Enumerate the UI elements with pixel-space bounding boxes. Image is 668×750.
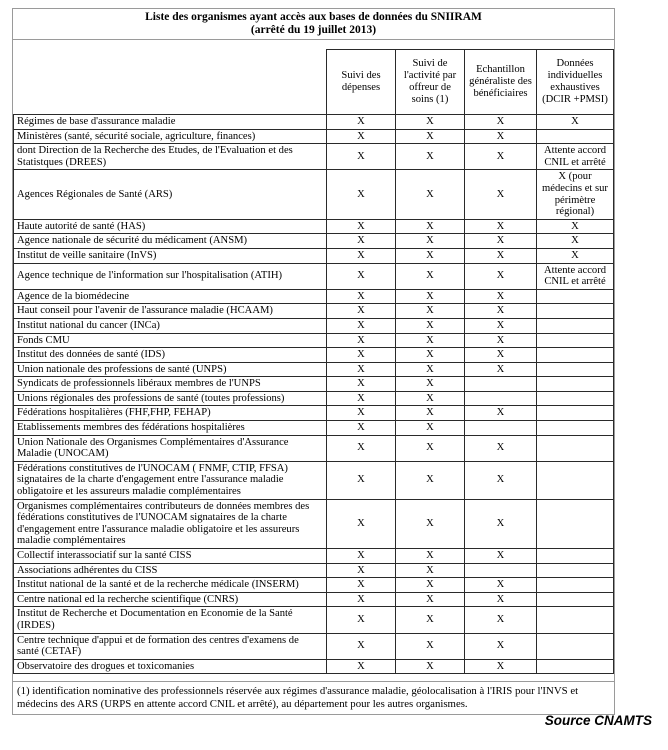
- organism-name: Haut conseil pour l'avenir de l'assurance maladie (HCAAM): [14, 304, 327, 319]
- table-row: [14, 607, 614, 633]
- access-cell: X: [396, 170, 465, 219]
- organism-name: Fédérations hospitalières (FHF,FHP, FEHAP): [14, 406, 327, 421]
- access-cell: [537, 129, 614, 144]
- table-row: [14, 435, 614, 461]
- access-cell: X: [327, 633, 396, 659]
- access-cell: X: [465, 289, 537, 304]
- access-cell: X: [327, 592, 396, 607]
- access-cell: X: [327, 248, 396, 263]
- access-cell: X: [327, 549, 396, 564]
- access-cell: [537, 289, 614, 304]
- access-cell: X: [465, 592, 537, 607]
- column-header-organism: [14, 50, 327, 115]
- column-header-donnees-individuelles: Données individuelles exhaustives (DCIR +PMSI): [537, 50, 614, 115]
- access-cell: X: [327, 563, 396, 578]
- organism-name: Union nationale des professions de santé (UNPS): [14, 362, 327, 377]
- table-row: [14, 304, 614, 319]
- organism-name: Institut de Recherche et Documentation en Economie de la Santé (IRDES): [14, 607, 327, 633]
- table-row: [14, 263, 614, 289]
- access-cell: [537, 578, 614, 593]
- access-cell: X: [537, 234, 614, 249]
- access-cell: X: [396, 391, 465, 406]
- table-row: [14, 421, 614, 436]
- table-row: [14, 234, 614, 249]
- access-cell: X: [396, 659, 465, 674]
- table-row: [14, 406, 614, 421]
- table-row: [14, 461, 614, 499]
- organism-name: Agences Régionales de Santé (ARS): [14, 170, 327, 219]
- table-row: [14, 391, 614, 406]
- access-cell: X: [327, 115, 396, 130]
- table-row: [14, 333, 614, 348]
- access-cell: X: [465, 406, 537, 421]
- access-cell: X: [327, 499, 396, 548]
- organisms-table-body: [14, 115, 614, 674]
- table-row: [14, 129, 614, 144]
- table-row: [14, 348, 614, 363]
- access-cell: X: [327, 406, 396, 421]
- access-cell: X: [396, 607, 465, 633]
- access-cell: X: [396, 129, 465, 144]
- access-cell: X: [465, 549, 537, 564]
- access-cell: X: [396, 304, 465, 319]
- organisms-table: [13, 49, 614, 674]
- access-cell: X: [465, 318, 537, 333]
- access-cell: X: [465, 499, 537, 548]
- access-cell: [465, 563, 537, 578]
- access-cell: X: [396, 592, 465, 607]
- access-cell: X: [465, 304, 537, 319]
- access-cell: X: [327, 129, 396, 144]
- table-row: [14, 499, 614, 548]
- access-cell: [537, 348, 614, 363]
- access-cell: [537, 549, 614, 564]
- organism-name: Associations adhérentes du CISS: [14, 563, 327, 578]
- access-cell: X: [465, 129, 537, 144]
- organism-name: Centre technique d'appui et de formation des centres d'examens de santé (CETAF): [14, 633, 327, 659]
- column-header-suivi-depenses: Suivi des dépenses: [327, 50, 396, 115]
- access-cell: [537, 318, 614, 333]
- access-cell: X: [396, 234, 465, 249]
- access-cell: X: [327, 144, 396, 170]
- access-cell: [537, 333, 614, 348]
- access-cell: X: [396, 289, 465, 304]
- access-cell: X: [465, 219, 537, 234]
- table-row: [14, 318, 614, 333]
- access-cell: [537, 633, 614, 659]
- organism-name: Union Nationale des Organismes Complémentaires d'Assurance Maladie (UNOCAM): [14, 435, 327, 461]
- organism-name: Collectif interassociatif sur la santé CISS: [14, 549, 327, 564]
- access-cell: X: [465, 234, 537, 249]
- access-cell: [537, 391, 614, 406]
- access-cell: X: [465, 607, 537, 633]
- access-cell: X: [327, 578, 396, 593]
- organism-name: dont Direction de la Recherche des Etudes, de l'Evaluation et des Statistques (DREES): [14, 144, 327, 170]
- access-cell: [537, 435, 614, 461]
- spacer: [13, 674, 614, 681]
- column-header-suivi-activite: Suivi de l'activité par offreur de soins (1): [396, 50, 465, 115]
- spacer: [13, 40, 614, 49]
- access-cell: X: [396, 144, 465, 170]
- organism-name: Agence nationale de sécurité du médicament (ANSM): [14, 234, 327, 249]
- document-frame: [12, 8, 615, 715]
- access-cell: [537, 421, 614, 436]
- table-row: [14, 578, 614, 593]
- access-cell: Attente accord CNIL et arrêté: [537, 144, 614, 170]
- access-cell: X: [327, 219, 396, 234]
- access-cell: X: [327, 333, 396, 348]
- organism-name: Régimes de base d'assurance maladie: [14, 115, 327, 130]
- access-cell: X: [396, 115, 465, 130]
- organism-name: Agence technique de l'information sur l'hospitalisation (ATIH): [14, 263, 327, 289]
- table-row: [14, 377, 614, 392]
- table-row: [14, 144, 614, 170]
- access-cell: X: [396, 263, 465, 289]
- table-row: [14, 592, 614, 607]
- access-cell: X: [465, 578, 537, 593]
- access-cell: [537, 406, 614, 421]
- document-title-block: [13, 9, 614, 40]
- organism-name: Syndicats de professionnels libéraux membres de l'UNPS: [14, 377, 327, 392]
- access-cell: X: [396, 248, 465, 263]
- access-cell: X: [396, 333, 465, 348]
- organism-name: Institut des données de santé (IDS): [14, 348, 327, 363]
- access-cell: X: [327, 289, 396, 304]
- access-cell: X: [537, 115, 614, 130]
- source-credit: Source CNAMTS: [544, 713, 652, 728]
- organism-name: Fonds CMU: [14, 333, 327, 348]
- access-cell: X: [465, 144, 537, 170]
- access-cell: X (pour médecins et sur périmètre régional): [537, 170, 614, 219]
- organism-name: Observatoire des drogues et toxicomanies: [14, 659, 327, 674]
- access-cell: [537, 304, 614, 319]
- table-row: [14, 659, 614, 674]
- access-cell: X: [396, 563, 465, 578]
- access-cell: X: [327, 234, 396, 249]
- access-cell: X: [465, 333, 537, 348]
- access-cell: Attente accord CNIL et arrêté: [537, 263, 614, 289]
- organism-name: Ministères (santé, sécurité sociale, agriculture, finances): [14, 129, 327, 144]
- access-cell: X: [327, 461, 396, 499]
- access-cell: X: [396, 461, 465, 499]
- access-cell: X: [396, 348, 465, 363]
- access-cell: X: [465, 248, 537, 263]
- access-cell: X: [396, 499, 465, 548]
- organism-name: Institut national du cancer (INCa): [14, 318, 327, 333]
- access-cell: X: [396, 435, 465, 461]
- access-cell: X: [327, 377, 396, 392]
- footnote: (1) identification nominative des professionnels réservée aux régimes d'assurance maladie, géolocalisation à l'IRIS pour l'INVS et médecins des ARS (URPS en attente accord CNIL et arrêté), au département pour les autres organismes.: [13, 681, 614, 714]
- access-cell: X: [327, 304, 396, 319]
- access-cell: X: [396, 406, 465, 421]
- table-row: [14, 362, 614, 377]
- document-title: Liste des organismes ayant accès aux bases de données du SNIIRAM: [145, 11, 482, 23]
- organism-name: Agence de la biomédecine: [14, 289, 327, 304]
- organism-name: Centre national ed la recherche scientifique (CNRS): [14, 592, 327, 607]
- access-cell: X: [465, 115, 537, 130]
- table-row: [14, 549, 614, 564]
- access-cell: X: [537, 219, 614, 234]
- access-cell: X: [465, 263, 537, 289]
- access-cell: X: [465, 461, 537, 499]
- organism-name: Fédérations constitutives de l'UNOCAM ( FNMF, CTIP, FFSA) signataires de la charte d'engagement entre l'assurance maladie obligatoire et les assureurs maladie complémentaires: [14, 461, 327, 499]
- table-row: [14, 633, 614, 659]
- access-cell: X: [396, 219, 465, 234]
- access-cell: [537, 499, 614, 548]
- access-cell: X: [396, 362, 465, 377]
- access-cell: [537, 362, 614, 377]
- access-cell: X: [465, 633, 537, 659]
- access-cell: [537, 377, 614, 392]
- table-row: [14, 170, 614, 219]
- access-cell: X: [327, 263, 396, 289]
- table-row: [14, 115, 614, 130]
- organism-name: Institut national de la santé et de la recherche médicale (INSERM): [14, 578, 327, 593]
- access-cell: X: [327, 362, 396, 377]
- access-cell: X: [465, 435, 537, 461]
- access-cell: X: [396, 549, 465, 564]
- access-cell: X: [327, 170, 396, 219]
- access-cell: X: [327, 607, 396, 633]
- access-cell: X: [537, 248, 614, 263]
- organism-name: Institut de veille sanitaire (InVS): [14, 248, 327, 263]
- table-row: [14, 289, 614, 304]
- access-cell: X: [396, 377, 465, 392]
- document-subtitle: (arrêté du 19 juillet 2013): [250, 23, 377, 36]
- access-cell: X: [396, 633, 465, 659]
- access-cell: X: [465, 659, 537, 674]
- access-cell: X: [327, 435, 396, 461]
- access-cell: [537, 592, 614, 607]
- access-cell: [537, 563, 614, 578]
- table-header-row: [14, 50, 614, 115]
- table-row: [14, 563, 614, 578]
- access-cell: [537, 461, 614, 499]
- access-cell: X: [327, 348, 396, 363]
- access-cell: X: [465, 170, 537, 219]
- access-cell: [465, 421, 537, 436]
- organism-name: Etablissements membres des fédérations hospitalières: [14, 421, 327, 436]
- table-row: [14, 248, 614, 263]
- table-row: [14, 219, 614, 234]
- access-cell: X: [396, 318, 465, 333]
- access-cell: X: [396, 421, 465, 436]
- access-cell: [537, 607, 614, 633]
- access-cell: X: [465, 362, 537, 377]
- organism-name: Organismes complémentaires contributeurs de données membres des fédérations constitutives de l'UNOCAM signataires de la charte d'engagement entre l'assurance maladie obligatoire et les assureurs maladie complémentaires: [14, 499, 327, 548]
- access-cell: [465, 377, 537, 392]
- access-cell: X: [327, 391, 396, 406]
- access-cell: X: [327, 318, 396, 333]
- access-cell: X: [465, 348, 537, 363]
- access-cell: X: [396, 578, 465, 593]
- access-cell: X: [327, 659, 396, 674]
- access-cell: [537, 659, 614, 674]
- organism-name: Haute autorité de santé (HAS): [14, 219, 327, 234]
- organism-name: Unions régionales des professions de santé (toutes professions): [14, 391, 327, 406]
- access-cell: [465, 391, 537, 406]
- column-header-echantillon: Echantillon généraliste des bénéficiaires: [465, 50, 537, 115]
- access-cell: X: [327, 421, 396, 436]
